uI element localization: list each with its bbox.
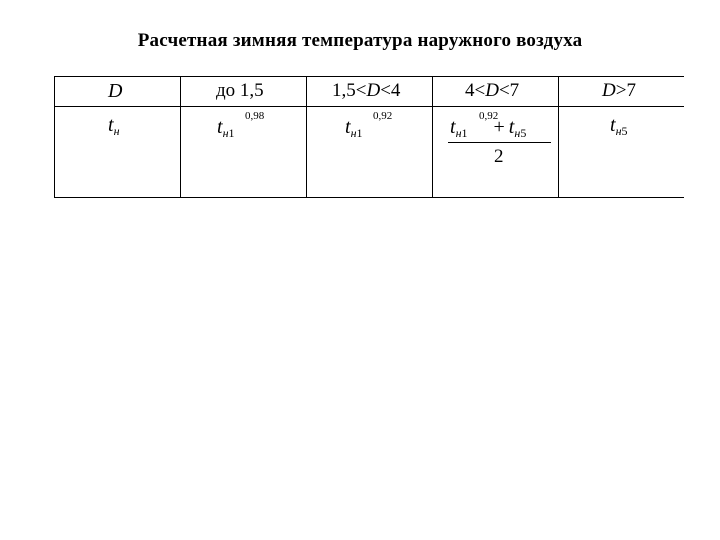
header-cell-3 bbox=[465, 80, 519, 102]
exponent-098: 0,98 bbox=[245, 110, 265, 122]
header-cell-3-right: <7 bbox=[498, 80, 520, 101]
formula-average bbox=[448, 110, 553, 174]
denominator: 2 bbox=[494, 146, 504, 167]
table-top-border bbox=[54, 76, 684, 77]
header-cell-2-left: 1,5< bbox=[332, 80, 367, 101]
exponent-092: 0,92 bbox=[479, 110, 499, 122]
table-row-divider bbox=[54, 106, 684, 107]
formula-tn5: $t_{н5}$ bbox=[610, 114, 628, 138]
table-col-divider bbox=[180, 76, 181, 198]
table-col-divider bbox=[432, 76, 433, 198]
header-cell-3-left: 4< bbox=[465, 80, 486, 101]
row-label-d: D bbox=[108, 80, 123, 102]
table-bottom-border bbox=[54, 197, 684, 198]
table-left-border bbox=[54, 76, 55, 198]
header-cell-2 bbox=[332, 80, 400, 102]
header-cell-4-right: >7 bbox=[615, 80, 636, 101]
page-title: Расчетная зимняя температура наружного воздуха bbox=[137, 30, 583, 51]
table-col-divider bbox=[306, 76, 307, 198]
formula-tn1-092: $t_{н1}$ 0,92 bbox=[345, 110, 393, 140]
numerator: $t_{н1} + t_{н5}$ bbox=[450, 116, 527, 140]
exponent-092: 0,92 bbox=[373, 110, 393, 122]
row-label-tn: $t_н$ bbox=[108, 114, 120, 138]
plus-sign: + bbox=[493, 116, 505, 138]
formula-tn1-098: $t_{н1}$ 0,98 bbox=[217, 110, 265, 140]
header-cell-3-var: D bbox=[485, 80, 499, 101]
header-cell-4 bbox=[602, 80, 636, 102]
header-cell-4-var: D bbox=[602, 80, 616, 101]
table-col-divider bbox=[558, 76, 559, 198]
temperature-table bbox=[54, 76, 684, 198]
header-cell-1: до 1,5 bbox=[216, 80, 264, 101]
header-cell-2-right: <4 bbox=[380, 80, 401, 101]
header-cell-2-var: D bbox=[366, 80, 381, 101]
fraction-bar bbox=[448, 142, 551, 143]
